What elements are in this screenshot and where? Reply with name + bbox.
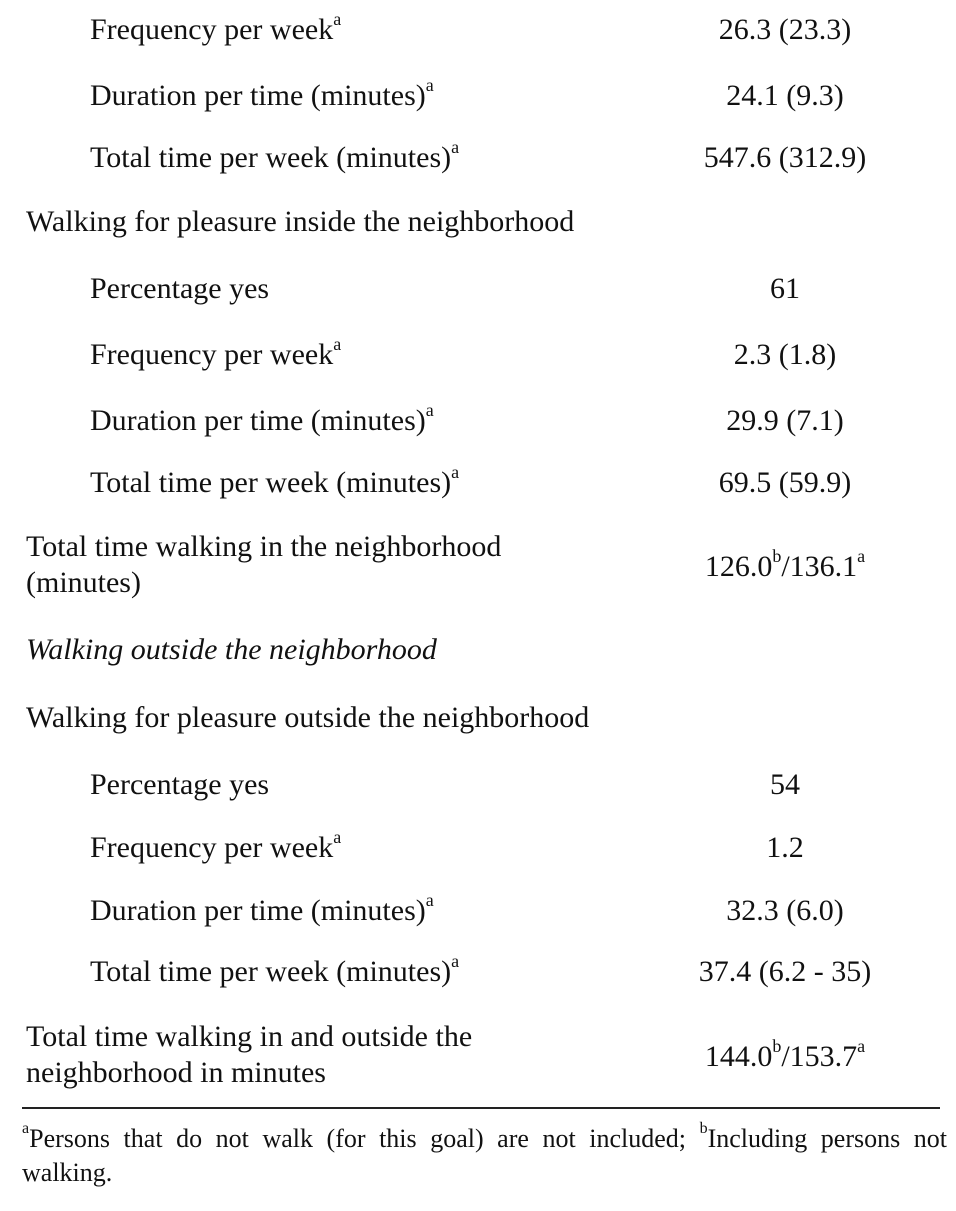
row-value: 126.0$^b$/136.1$^a$ [704, 546, 866, 583]
row-label: Frequency per week$^a$ [90, 9, 342, 46]
table-footnote [22, 1122, 947, 1190]
row-label: Percentage yes [90, 768, 270, 801]
row-label: Frequency per week$^a$ [90, 827, 342, 864]
row-label: Total time walking in the neighborhood (minutes) [26, 530, 502, 599]
row-value: 29.9 (7.1) [726, 404, 844, 437]
footnote-marker: b [699, 1120, 708, 1138]
row-value: 69.5 (59.9) [718, 466, 852, 499]
footnote-marker: a [425, 400, 434, 420]
subsection-label: Walking outside the neighborhood [26, 633, 437, 666]
row-value: 2.3 (1.8) [733, 338, 837, 371]
row-value: 1.2 [766, 831, 804, 864]
table-bottom-rule [22, 1107, 940, 1109]
row-label: Total time per week (minutes)$^a$ [90, 137, 460, 174]
section-label: Walking for pleasure inside the neighborhood [26, 205, 575, 238]
footnote-marker: a [451, 951, 460, 971]
footnote-marker: a [333, 334, 342, 354]
row-label: Duration per time (minutes)$^a$ [90, 400, 434, 437]
total-row [0, 1019, 956, 1091]
footnote-marker: a [425, 890, 434, 910]
row-value: 26.3 (23.3) [718, 13, 852, 46]
row-label: Total time walking in and outside the neighborhood in minutes [26, 1020, 473, 1089]
footnote-marker: a [22, 1120, 30, 1138]
total-row [0, 529, 956, 601]
row-value: 144.0$^b$/153.7$^a$ [704, 1036, 866, 1073]
row-value: 32.3 (6.0) [726, 894, 844, 927]
row-value: 547.6 (312.9) [703, 141, 867, 174]
footnote-marker: a [333, 9, 342, 29]
row-label: Total time per week (minutes)$^a$ [90, 951, 460, 988]
footnote-text-a: Persons that do not walk (for this goal) are not included; [29, 1124, 700, 1153]
row-label: Total time per week (minutes)$^a$ [90, 462, 460, 499]
row-label: Duration per time (minutes)$^a$ [90, 75, 434, 112]
row-label: Percentage yes [90, 272, 270, 305]
footnote-marker: a [451, 462, 460, 482]
footnote-marker: a [857, 546, 866, 566]
row-label: Duration per time (minutes)$^a$ [90, 890, 434, 927]
footnote-marker: a [857, 1036, 866, 1056]
footnote-marker: a [425, 75, 434, 95]
row-value: 37.4 (6.2 - 35) [698, 955, 872, 988]
footnote-marker: a [451, 137, 460, 157]
footnote-marker: b [772, 1036, 782, 1056]
footnote-text-b: Including persons not walking. [22, 1124, 947, 1187]
row-value: 54 [770, 768, 800, 801]
row-value: 24.1 (9.3) [726, 79, 844, 112]
footnote-marker: b [772, 546, 782, 566]
row-value: 61 [770, 272, 800, 305]
row-label: Frequency per week$^a$ [90, 334, 342, 371]
footnote-marker: a [333, 827, 342, 847]
section-label: Walking for pleasure outside the neighborhood [26, 701, 590, 734]
